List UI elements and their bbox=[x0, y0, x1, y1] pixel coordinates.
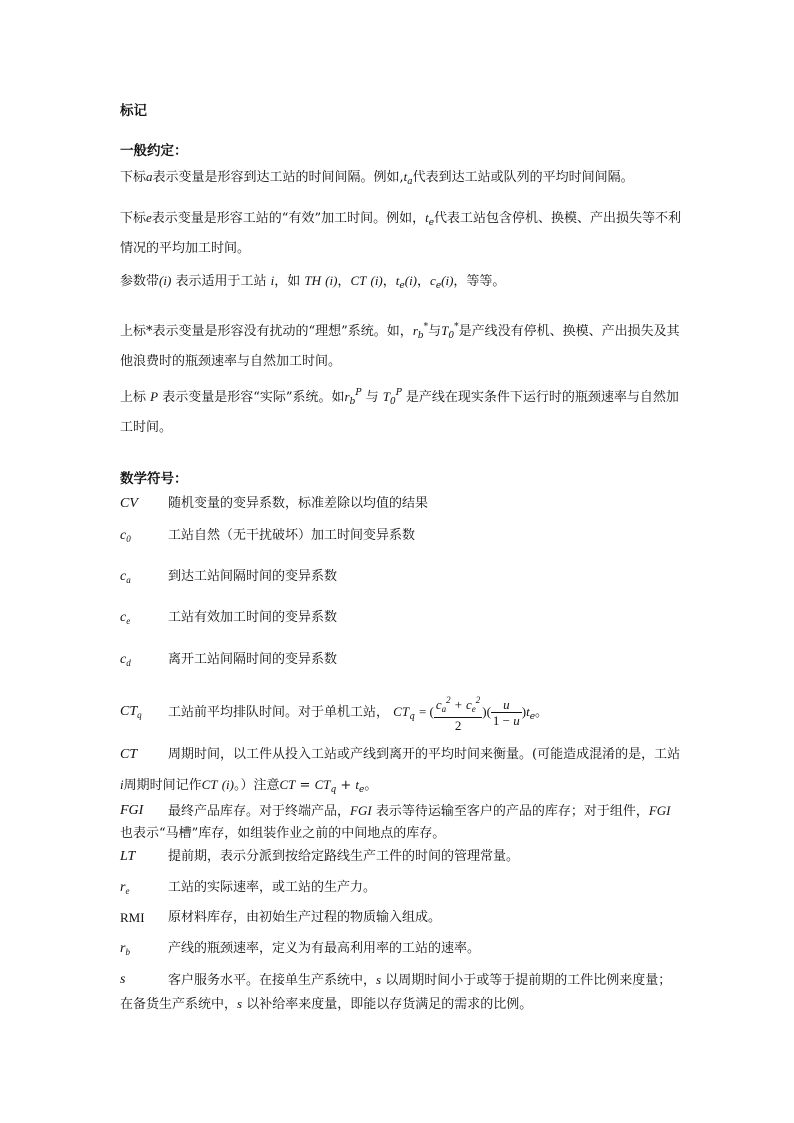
symbol: RMI bbox=[120, 910, 145, 925]
convention-paragraph-5: 上标 P 表示变量是形容“实际”系统。如$r_b^P$ 与 $T_0^P$ 是产线在现实条件下运行时的瓶颈速率与自然加工时间。 bbox=[120, 388, 679, 435]
symbol-row-re: $r_e$ 工站的实际速率，或工站的生产力。 bbox=[120, 876, 682, 899]
symbol: $r_b$ bbox=[120, 941, 130, 957]
symbol: LT bbox=[120, 849, 136, 864]
math-heading: 数学符号： bbox=[120, 471, 188, 487]
convention-paragraph-4: 上标*表示变量是形容没有扰动的“理想”系统。如，$r_b^*$与$T_0^*$是产线没有停机、换模、产出损失及其他浪费时的瓶颈速率与自然加工时间。 bbox=[120, 322, 680, 369]
symbol-row-s: s 客户服务水平。在接单生产系统中，s 以周期时间小于或等于提前期的工件比例来度量；在备货生产系统中，s 以补给率来度量，即能以存货满足的需求的比例。 bbox=[120, 968, 682, 1016]
symbol: CT bbox=[120, 747, 138, 762]
symbol-row-rmi: RMI 原材料库存，由初始生产过程的物质输入组成。 bbox=[120, 906, 682, 929]
symbol-row-rb: $r_b$ 产线的瓶颈速率，定义为有最高利用率的工站的速率。 bbox=[120, 937, 682, 960]
symbol: $CT_q$ bbox=[120, 704, 142, 720]
conventions-heading: 一般约定： bbox=[120, 143, 188, 159]
symbol: FGI bbox=[120, 803, 144, 818]
symbol: s bbox=[120, 972, 126, 987]
page-title: 标记 bbox=[120, 103, 147, 119]
symbol: $r_e$ bbox=[120, 880, 130, 896]
symbol-row-ct: CT 周期时间，以工件从投入工站或产线到离开的平均时间来衡量。(可能造成混淆的是，工站i周期时间记作CT (i)。）注意CT = $CT_q + t_e$。 bbox=[120, 740, 682, 805]
symbol-row-cd: $c_d$ 离开工站间隔时间的变异系数 bbox=[120, 648, 682, 671]
symbol: $c_0$ bbox=[120, 528, 131, 544]
symbol-row-cv: CV 随机变量的变异系数，标准差除以均值的结果 bbox=[120, 492, 682, 515]
symbol-row-ce: $c_e$ 工站有效加工时间的变异系数 bbox=[120, 606, 682, 629]
symbol-row-lt: LT 提前期，表示分派到按给定路线生产工件的时间的管理常量。 bbox=[120, 845, 682, 868]
convention-paragraph-2: 下标e表示变量是形容工站的“有效”加工时间。例如，$t_e$代表工站包含停机、换模、产出损失等不利情况的平均加工时间。 bbox=[120, 210, 682, 256]
convention-paragraph-1: 下标a表示变量是形容到达工站的时间间隔。例如$,t_a$代表到达工站或队列的平均时间间隔。 bbox=[120, 169, 634, 187]
symbol-row-ca: $c_a$ 到达工站间隔时间的变异系数 bbox=[120, 565, 682, 588]
symbol-row-ctq: $CT_q$ 工站前平均排队时间。对于单机工站， $CT_q$ = ( $\frac{c_a^2 + c_e^2}{2}$ )( $\frac{u}{1 - u}$ )$t_e$。 bbox=[120, 692, 682, 737]
queue-time-formula: $CT_q$ = ( $\frac{c_a^2 + c_e^2}{2}$ )( $\frac{u}{1 - u}$ )$t_e$ bbox=[393, 694, 536, 733]
symbol-row-fgi: FGI 最终产品库存。对于终端产品，FGI 表示等待运输至客户的产品的库存；对于组件，FGI 也表示“马槽”库存，如组装作业之前的中间地点的库存。 bbox=[120, 800, 682, 845]
symbol: $c_d$ bbox=[120, 652, 131, 668]
symbol: $c_e$ bbox=[120, 610, 131, 626]
convention-paragraph-3: 参数带(i) 表示适用于工站 i，如 TH (i)，CT (i)，$t_e(i)$，$c_e(i)$，等等。 bbox=[120, 273, 506, 291]
symbol: CV bbox=[120, 496, 138, 511]
symbol: $c_a$ bbox=[120, 569, 131, 585]
symbol-row-c0: $c_0$ 工站自然（无干扰破坏）加工时间变异系数 bbox=[120, 524, 682, 547]
